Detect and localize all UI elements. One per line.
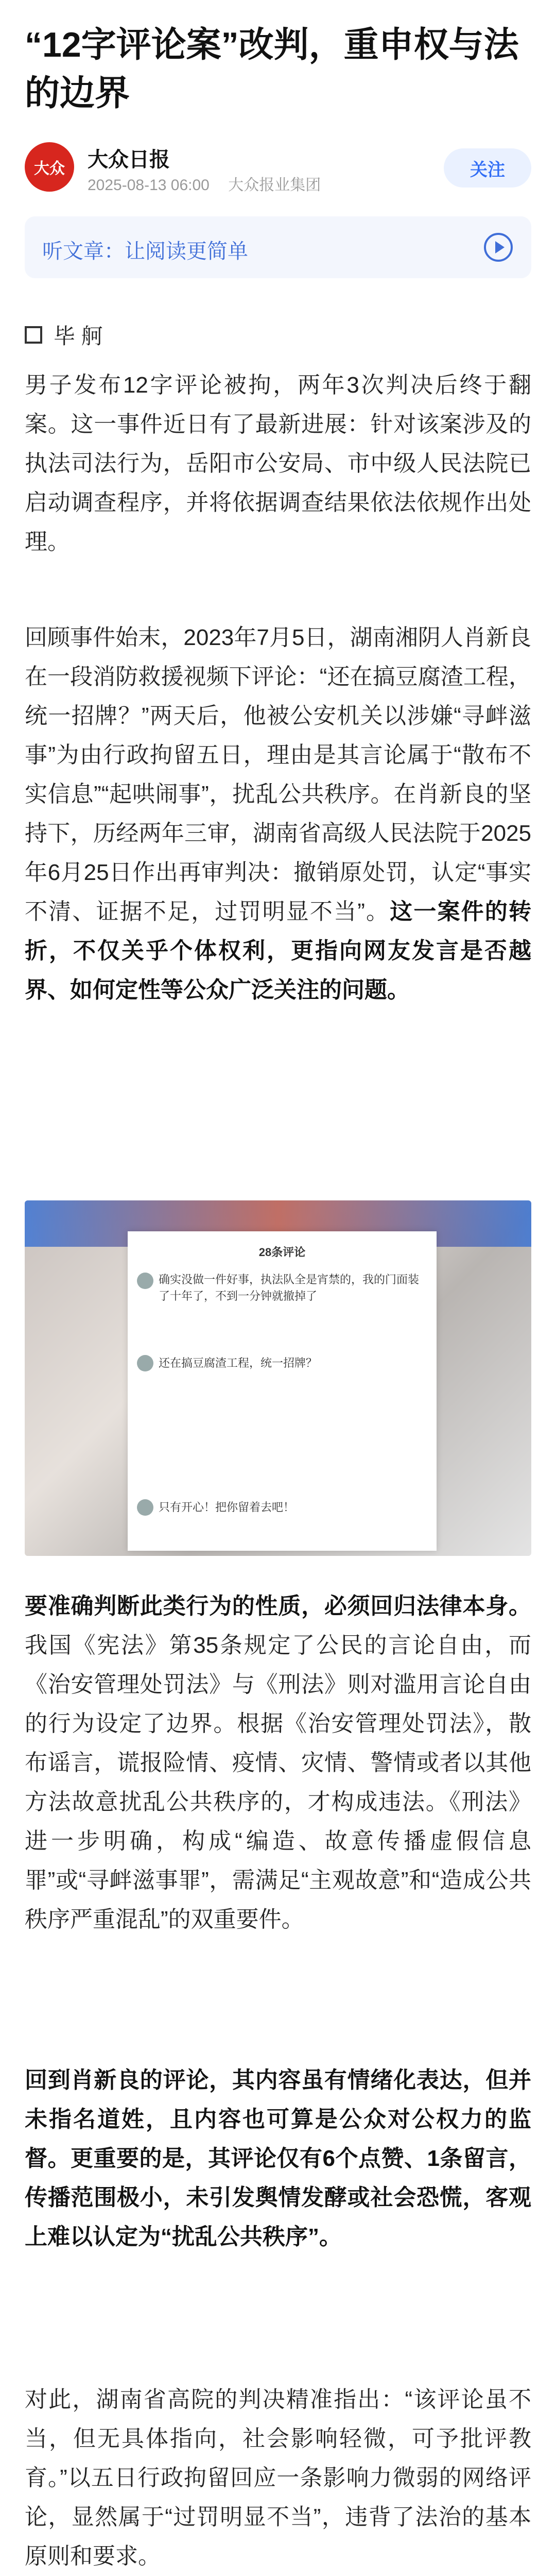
- listen-article-bar[interactable]: [25, 216, 531, 278]
- comment-screenshot: [128, 1231, 437, 1551]
- author-meta: [88, 172, 335, 195]
- byline: [25, 319, 103, 350]
- article-image[interactable]: [25, 1200, 531, 1556]
- paragraph-4: [25, 2061, 531, 2257]
- follow-button[interactable]: 关注: [444, 148, 531, 188]
- paragraph-2-text: 回顾事件始末，2023年7月5日，湖南湘阴人肖新良在一段消防救援视频下评论：“还在搞豆腐渣工程，统一招牌？”两天后，他被公安机关以涉嫌“寻衅滋事”为由行政拘留五日，理由是其言论属于“散布不实信息”“起哄闹事”，扰乱公共秩序。在肖新良的坚持下，历经两年三审，湖南省高级人民法院于2025年6月25日作出再审判决：撤销原处罚，认定“事实不清、证据不足，过罚明显不当”。: [25, 625, 531, 924]
- paragraph-3-text: 我国《宪法》第35条规定了公民的言论自由，而《治安管理处罚法》与《刑法》则对滥用言论自由的行为设定了边界。根据《治安管理处罚法》，散布谣言，谎报险情、疫情、灾情、警情或者以其他方法故意扰乱公共秩序的，才构成违法。《刑法》进一步明确，构成“编造、故意传播虚假信息罪”或“寻衅滋事罪”，需满足“主观故意”和“造成公共秩序严重混乱”的双重要件。: [25, 1633, 531, 1932]
- author-name[interactable]: 大众日报: [88, 148, 170, 171]
- paragraph-5: 对此，湖南省高院的判决精准指出：“该评论虽不当，但无具体指向，社会影响轻微，可予批评教育。”以五日行政拘留回应一条影响力微弱的网络评论，显然属于“过罚明显不当”，违背了法治的基本原则和要求。: [25, 2387, 531, 2569]
- author-row: [25, 139, 531, 196]
- commenter-avatar: [137, 1355, 153, 1371]
- paragraph-3-bold: 要准确判断此类行为的性质，必须回归法律本身。: [25, 1594, 531, 1619]
- article-title: “12字评论案”改判，重申权与法的边界: [25, 25, 519, 113]
- paragraph-2: [25, 618, 531, 1010]
- paragraph-4-bold-a: 回到肖新良的评论，其内容虽有情绪化表达，但并未指名道姓，且内容也可算是公众对公权力的监督。: [25, 2067, 531, 2171]
- comment-item: 确实没做一件好事，执法队全是宵禁的，我的门面装了十年了，不到一分钟就撤掉了: [159, 1273, 420, 1302]
- author-avatar[interactable]: 大众: [25, 142, 74, 192]
- commenter-avatar: [137, 1273, 153, 1289]
- comment-item: 只有开心！把你留着去吧！: [159, 1501, 295, 1514]
- author-org: 大众报业集团: [228, 177, 321, 194]
- paragraph-3: [25, 1587, 531, 1939]
- play-icon[interactable]: [484, 233, 513, 262]
- listen-label: 听文章：让阅读更简单: [42, 240, 248, 263]
- commenter-avatar: [137, 1499, 153, 1516]
- publish-time: 2025-08-13 06:00: [88, 177, 210, 194]
- byline-author: 毕 舸: [54, 324, 103, 348]
- comment-count: 28条评论: [258, 1246, 306, 1259]
- comment-item: 还在搞豆腐渣工程，统一招牌？: [159, 1357, 318, 1369]
- paragraph-4-bold-b: 更重要的是，其评论仅有6个点赞、1条留言，传播范围极小，未引发舆情发酵或社会恐慌，客观上难以认定为“扰乱公共秩序”。: [25, 2146, 531, 2249]
- paragraph-1: 男子发布12字评论被拘，两年3次判决后终于翻案。这一事件近日有了最新进展：针对该案涉及的执法司法行为，岳阳市公安局、市中级人民法院已启动调查程序，并将依据调查结果依法依规作出处理。: [25, 372, 531, 554]
- paragraph-2-bold: 这一案件的转折，不仅关乎个体权利，更指向网友发言是否越界、如何定性等公众广泛关注的问题。: [25, 899, 531, 1003]
- checkbox-icon: [25, 326, 42, 344]
